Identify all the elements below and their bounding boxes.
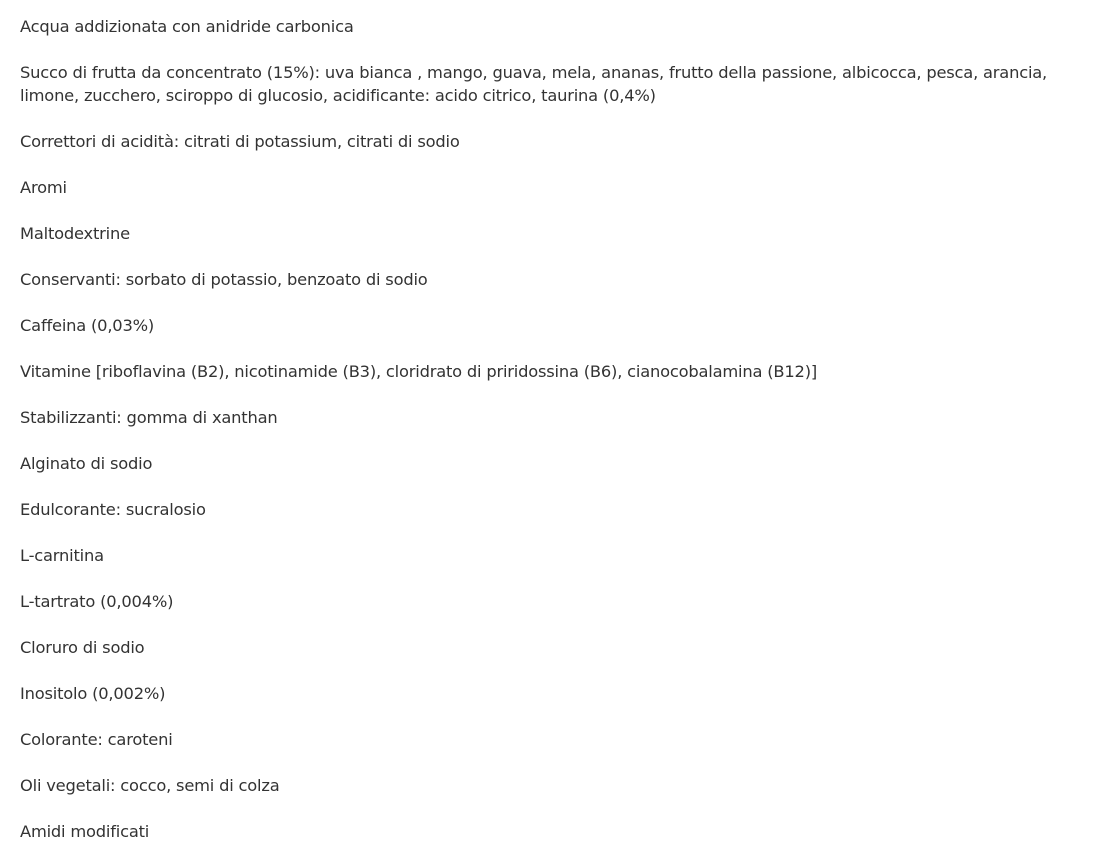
ingredient-item: Acqua addizionata con anidride carbonica xyxy=(20,17,354,36)
ingredient-item: Succo di frutta da concentrato (15%): uva bianca , mango, guava, mela, ananas, frutto della passione, albicocca, pesca, arancia, limone, zucchero, sciroppo di glucosio, acidificante: acido citrico, taurina (0,4%) xyxy=(20,63,1048,105)
ingredient-item: Aromi xyxy=(20,178,67,197)
ingredient-item: Oli vegetali: cocco, semi di colza xyxy=(20,776,280,795)
ingredient-item: Stabilizzanti: gomma di xanthan xyxy=(20,408,278,427)
ingredient-item: Amidi modificati xyxy=(20,822,150,841)
ingredient-item: Conservanti: sorbato di potassio, benzoato di sodio xyxy=(20,270,428,289)
ingredient-item: Cloruro di sodio xyxy=(20,638,145,657)
ingredient-item: Vitamine [riboflavina (B2), nicotinamide (B3), cloridrato di priridossina (B6), cianocobalamina (B12)] xyxy=(20,362,817,381)
ingredients-list xyxy=(20,15,1085,843)
ingredient-item: Colorante: caroteni xyxy=(20,730,173,749)
ingredient-item: L-carnitina xyxy=(20,546,104,565)
ingredient-item: Maltodextrine xyxy=(20,224,130,243)
ingredient-item: Caffeina (0,03%) xyxy=(20,316,155,335)
ingredient-item: Edulcorante: sucralosio xyxy=(20,500,206,519)
ingredient-item: Inositolo (0,002%) xyxy=(20,684,166,703)
ingredient-item: Correttori di acidità: citrati di potassium, citrati di sodio xyxy=(20,132,460,151)
ingredient-item: Alginato di sodio xyxy=(20,454,153,473)
ingredient-item: L-tartrato (0,004%) xyxy=(20,592,174,611)
